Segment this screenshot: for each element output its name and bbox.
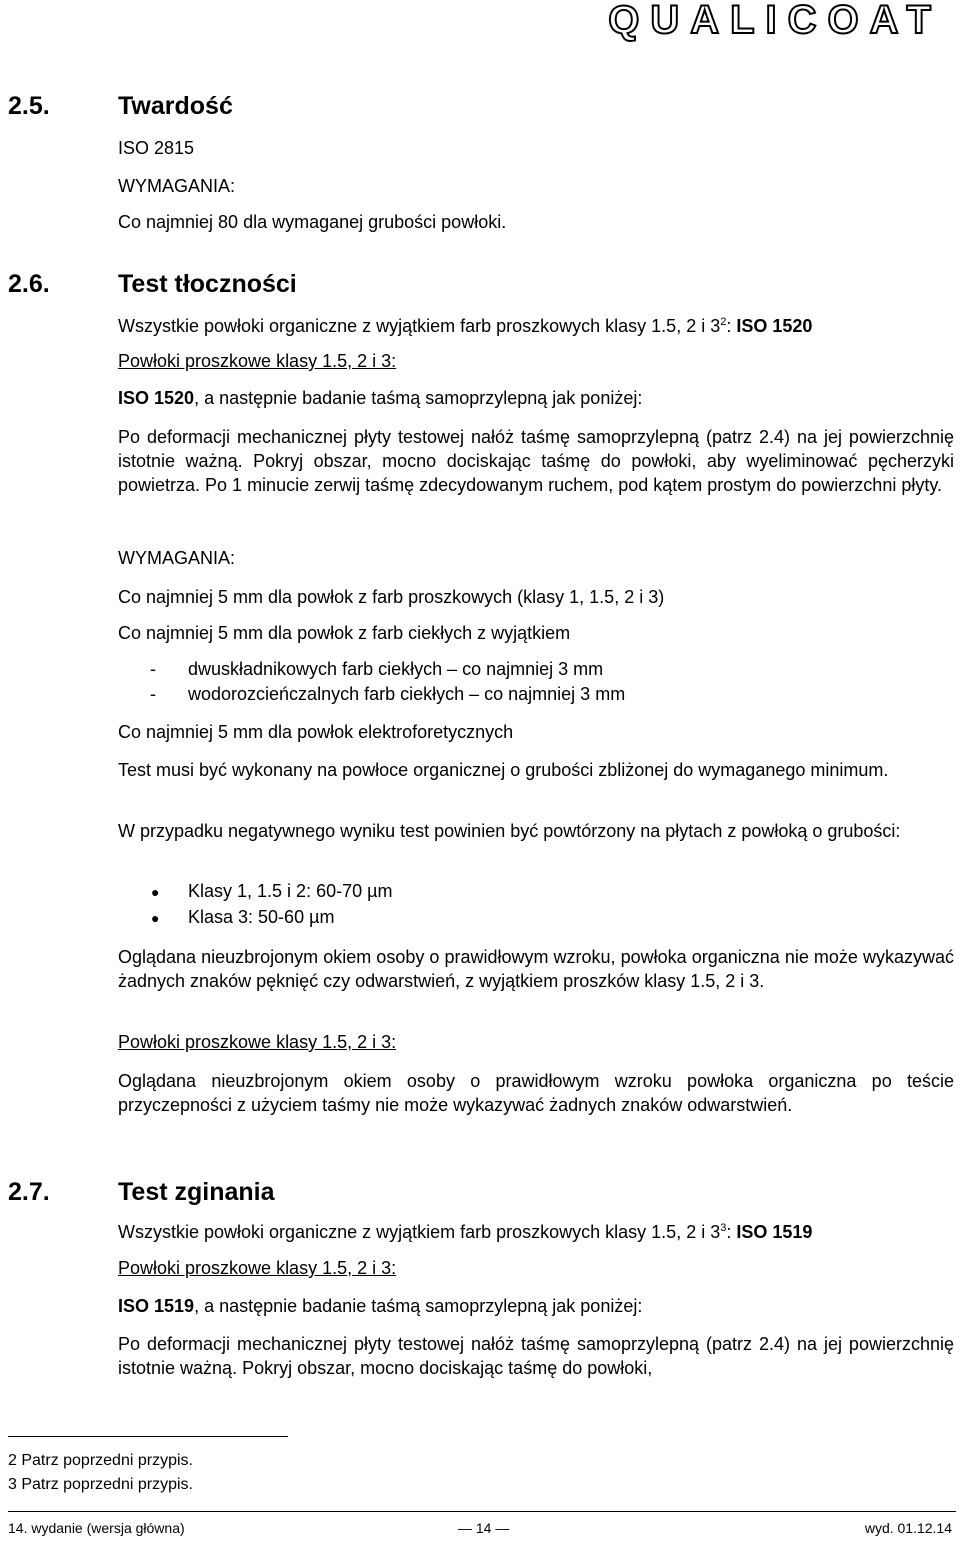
dash-marker: - — [150, 659, 156, 679]
qualicoat-logo: QUALICOAT — [608, 0, 942, 42]
scope-text: Wszystkie powłoki organiczne z wyjątkiem farb proszkowych klasy 1.5, 2 i 3 — [118, 316, 721, 336]
footnote: 2 Patrz poprzedni przypis. — [8, 1452, 193, 1469]
standard-ref: ISO 1520 — [736, 316, 813, 336]
requirement-text: Co najmniej 5 mm dla powłok z farb proszkowych (klasy 1, 1.5, 2 i 3) — [118, 587, 665, 607]
standard-ref: ISO 1519 — [736, 1222, 813, 1242]
iso-line — [118, 387, 642, 409]
list-item: Klasy 1, 1.5 i 2: 60-70 µm — [188, 881, 393, 901]
scope-sep: : — [726, 316, 737, 336]
footer-date: wyd. 01.12.14 — [864, 1520, 952, 1536]
iso-line — [118, 1295, 642, 1317]
paragraph: W przypadku negatywnego wyniku test powinien być powtórzony na płytach z powłoką o grubości: — [118, 821, 901, 841]
iso-line-text: , a następnie badanie taśmą samoprzylepną jak poniżej: — [194, 1296, 643, 1316]
footnote-ref: 2 — [720, 316, 727, 328]
list-item: dwuskładnikowych farb ciekłych – co najmniej 3 mm — [188, 659, 604, 679]
section-title: Test tłoczności — [118, 270, 297, 298]
standard-ref: ISO 1520 — [118, 388, 195, 408]
standard-ref: ISO 2815 — [118, 138, 195, 158]
requirement-text: Co najmniej 80 dla wymaganej grubości powłoki. — [118, 212, 507, 232]
scope-sep: : — [726, 1222, 737, 1242]
footer-edition: 14. wydanie (wersja główna) — [8, 1520, 185, 1536]
paragraph: Po deformacji mechanicznej płyty testowej nałóż taśmę samoprzylepną (patrz 2.4) na jej powierzchnię istotnie ważną. Pokryj obszar, mocno dociskając taśmę do powłoki, aby wyeliminować pęcherzyki powietrza. Po 1 minucie zerwij taśmę zdecydowanym ruchem, pod kątem prostym do powierzchni płyty. — [118, 427, 954, 495]
page-number: — 14 — — [458, 1520, 510, 1536]
paragraph: Oglądana nieuzbrojonym okiem osoby o prawidłowym wzroku powłoka organiczna po teście przyczepności z użyciem taśmy nie może wykazywać żadnych znaków odwarstwień. — [118, 1071, 954, 1115]
footer-rule — [8, 1511, 956, 1512]
requirement-text: Co najmniej 5 mm dla powłok elektroforetycznych — [118, 722, 514, 742]
bullet-icon: ● — [151, 910, 160, 926]
scope-line — [118, 315, 812, 337]
iso-line-text: , a następnie badanie taśmą samoprzylepną jak poniżej: — [194, 388, 643, 408]
list-item: Klasa 3: 50-60 µm — [188, 907, 335, 927]
section-title: Twardość — [118, 92, 233, 120]
list-item: wodorozcieńczalnych farb ciekłych – co najmniej 3 mm — [188, 684, 626, 704]
subheading-powder: Powłoki proszkowe klasy 1.5, 2 i 3: — [118, 351, 397, 371]
scope-text: Wszystkie powłoki organiczne z wyjątkiem farb proszkowych klasy 1.5, 2 i 3 — [118, 1222, 721, 1242]
section-number: 2.6. — [8, 270, 50, 298]
section-number: 2.7. — [8, 1178, 50, 1206]
paragraph: Test musi być wykonany na powłoce organicznej o grubości zbliżonej do wymaganego minimum. — [118, 760, 889, 780]
bullet-icon: ● — [151, 884, 160, 900]
dash-marker: - — [150, 684, 156, 704]
requirements-label: WYMAGANIA: — [118, 548, 236, 568]
footnote-ref: 3 — [720, 1222, 727, 1234]
paragraph: Oglądana nieuzbrojonym okiem osoby o prawidłowym wzroku, powłoka organiczna nie może wykazywać żadnych znaków pęknięć czy odwarstwień, z wyjątkiem proszków klasy 1.5, 2 i 3. — [118, 947, 954, 991]
standard-ref: ISO 1519 — [118, 1296, 195, 1316]
scope-line — [118, 1221, 812, 1243]
subheading-powder: Powłoki proszkowe klasy 1.5, 2 i 3: — [118, 1032, 397, 1052]
footnote: 3 Patrz poprzedni przypis. — [8, 1476, 193, 1493]
section-title: Test zginania — [118, 1178, 275, 1206]
paragraph: Po deformacji mechanicznej płyty testowej nałóż taśmę samoprzylepną (patrz 2.4) na jej powierzchnię istotnie ważną. Pokryj obszar, mocno dociskając taśmę do powłoki, — [118, 1334, 954, 1378]
footnote-separator — [8, 1436, 288, 1437]
requirement-text: Co najmniej 5 mm dla powłok z farb ciekłych z wyjątkiem — [118, 623, 571, 643]
subheading-powder: Powłoki proszkowe klasy 1.5, 2 i 3: — [118, 1258, 397, 1278]
section-number: 2.5. — [8, 92, 50, 120]
requirements-label: WYMAGANIA: — [118, 176, 236, 196]
